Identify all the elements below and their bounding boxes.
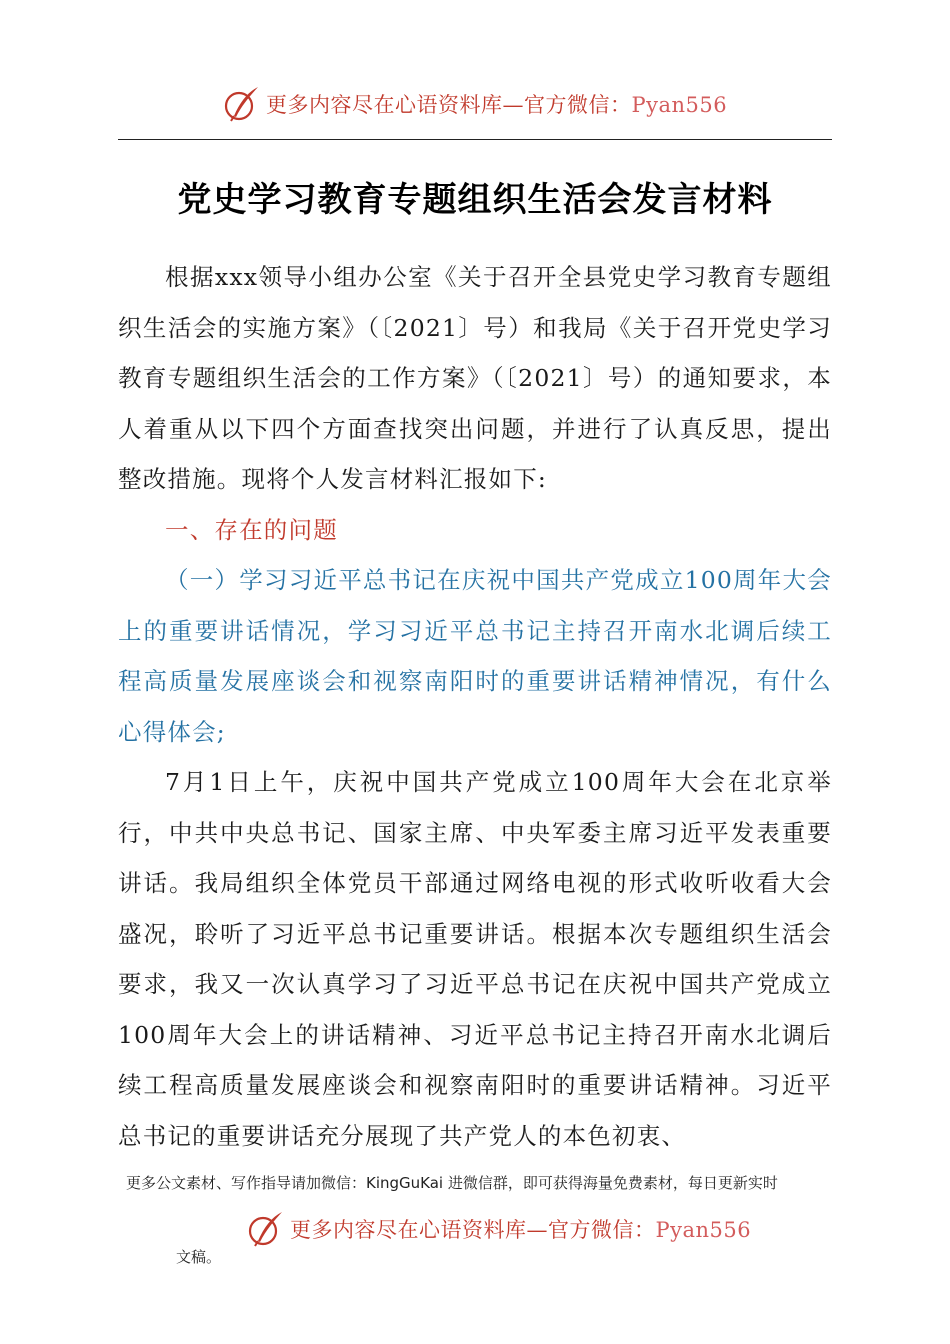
header-banner-text (266, 89, 727, 119)
subsection-heading: （一）学习习近平总书记在庆祝中国共产党成立100周年大会上的重要讲话情况，学习习近平总书记主持召开南水北调后续工程高质量发展座谈会和视察南阳时的重要讲话精神情况，有什么心得体会; (118, 566, 832, 746)
footer-note-continuation: 文稿。 (176, 1248, 222, 1266)
footer-brand-text: 更多内容尽在心语资料库—官方微信： (290, 1218, 656, 1242)
document-title: 党史学习教育专题组织生活会发言材料 (177, 180, 773, 220)
footer-watermark-banner (246, 1207, 766, 1251)
footer-note: 更多公文素材、写作指导请加微信：KingGuKai 进微信群，即可获得海量免费素材，每日更新实时 (126, 1174, 778, 1192)
document-body (118, 252, 832, 1161)
footer-wechat-id: Pyan556 (655, 1218, 752, 1242)
body-paragraph: 7月1日上午，庆祝中国共产党成立100周年大会在北京举行，中共中央总书记、国家主席、中央军委主席习近平发表重要讲话。我局组织全体党员干部通过网络电视的形式收听收看大会盛况，聆听了习近平总书记重要讲话。根据本次专题组织生活会要求，我又一次认真学习了习近平总书记在庆祝中国共产党成立100周年大会上的讲话精神、习近平总书记主持召开南水北调后续工程高质量发展座谈会和视察南阳时的重要讲话精神。习近平总书记的重要讲话充分展现了共产党人的本色初衷、 (118, 768, 832, 1150)
footer-banner-text (290, 1214, 751, 1244)
quill-logo-icon (222, 84, 262, 124)
intro-paragraph: 根据xxx领导小组办公室《关于召开全县党史学习教育专题组织生活会的实施方案》（〔2021〕号）和我局《关于召开党史学习教育专题组织生活会的工作方案》（〔2021〕号）的通知要求，本人着重从以下四个方面查找突出问题，并进行了认真反思，提出整改措施。现将个人发言材料汇报如下: (118, 263, 832, 493)
header-wechat-id: Pyan556 (631, 93, 728, 117)
header-divider (118, 139, 832, 140)
section-heading: 一、存在的问题 (165, 515, 338, 544)
header-watermark-banner (222, 82, 742, 126)
quill-logo-icon (246, 1209, 286, 1249)
header-brand-text: 更多内容尽在心语资料库—官方微信： (266, 93, 632, 117)
